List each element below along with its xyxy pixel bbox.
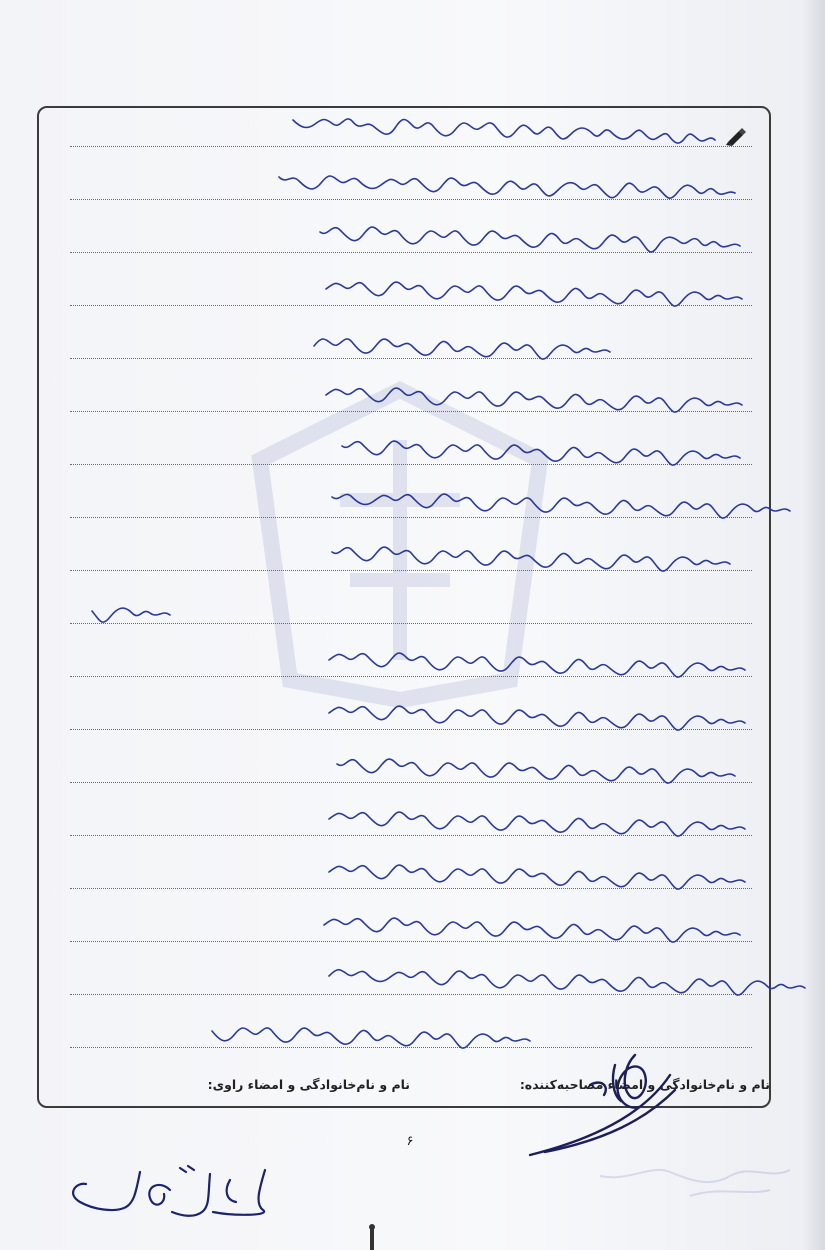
narrator-signature — [70, 1160, 280, 1225]
handwriting-line — [329, 653, 745, 677]
handwriting-line — [320, 227, 740, 252]
handwriting-line — [332, 494, 790, 518]
page-number: ۶ — [406, 1134, 414, 1149]
handwriting-line — [212, 1028, 530, 1048]
interviewer-signature-label: نام و نام‌خانوادگی و امضاء مصاحبه‌کننده: — [519, 1077, 770, 1092]
handwriting-line — [324, 918, 740, 942]
interviewer-signature — [520, 1045, 690, 1160]
bleed-through-marks — [560, 1150, 800, 1210]
handwriting-line — [332, 547, 730, 571]
handwriting-line — [329, 706, 745, 730]
handwriting-line — [92, 608, 170, 622]
handwriting-line — [279, 176, 735, 198]
staple-mark — [368, 1222, 376, 1250]
handwriting-line — [329, 865, 745, 889]
handwriting-line — [314, 339, 610, 359]
handwriting-line — [293, 119, 715, 143]
handwriting-line — [329, 970, 805, 995]
handwriting-line — [326, 282, 742, 306]
handwriting-line — [329, 812, 745, 836]
narrator-signature-label: نام و نام‌خانوادگی و امضاء راوی: — [207, 1077, 410, 1092]
handwriting-line — [326, 388, 742, 412]
handwriting-line — [342, 441, 740, 465]
handwriting-line — [337, 759, 735, 783]
